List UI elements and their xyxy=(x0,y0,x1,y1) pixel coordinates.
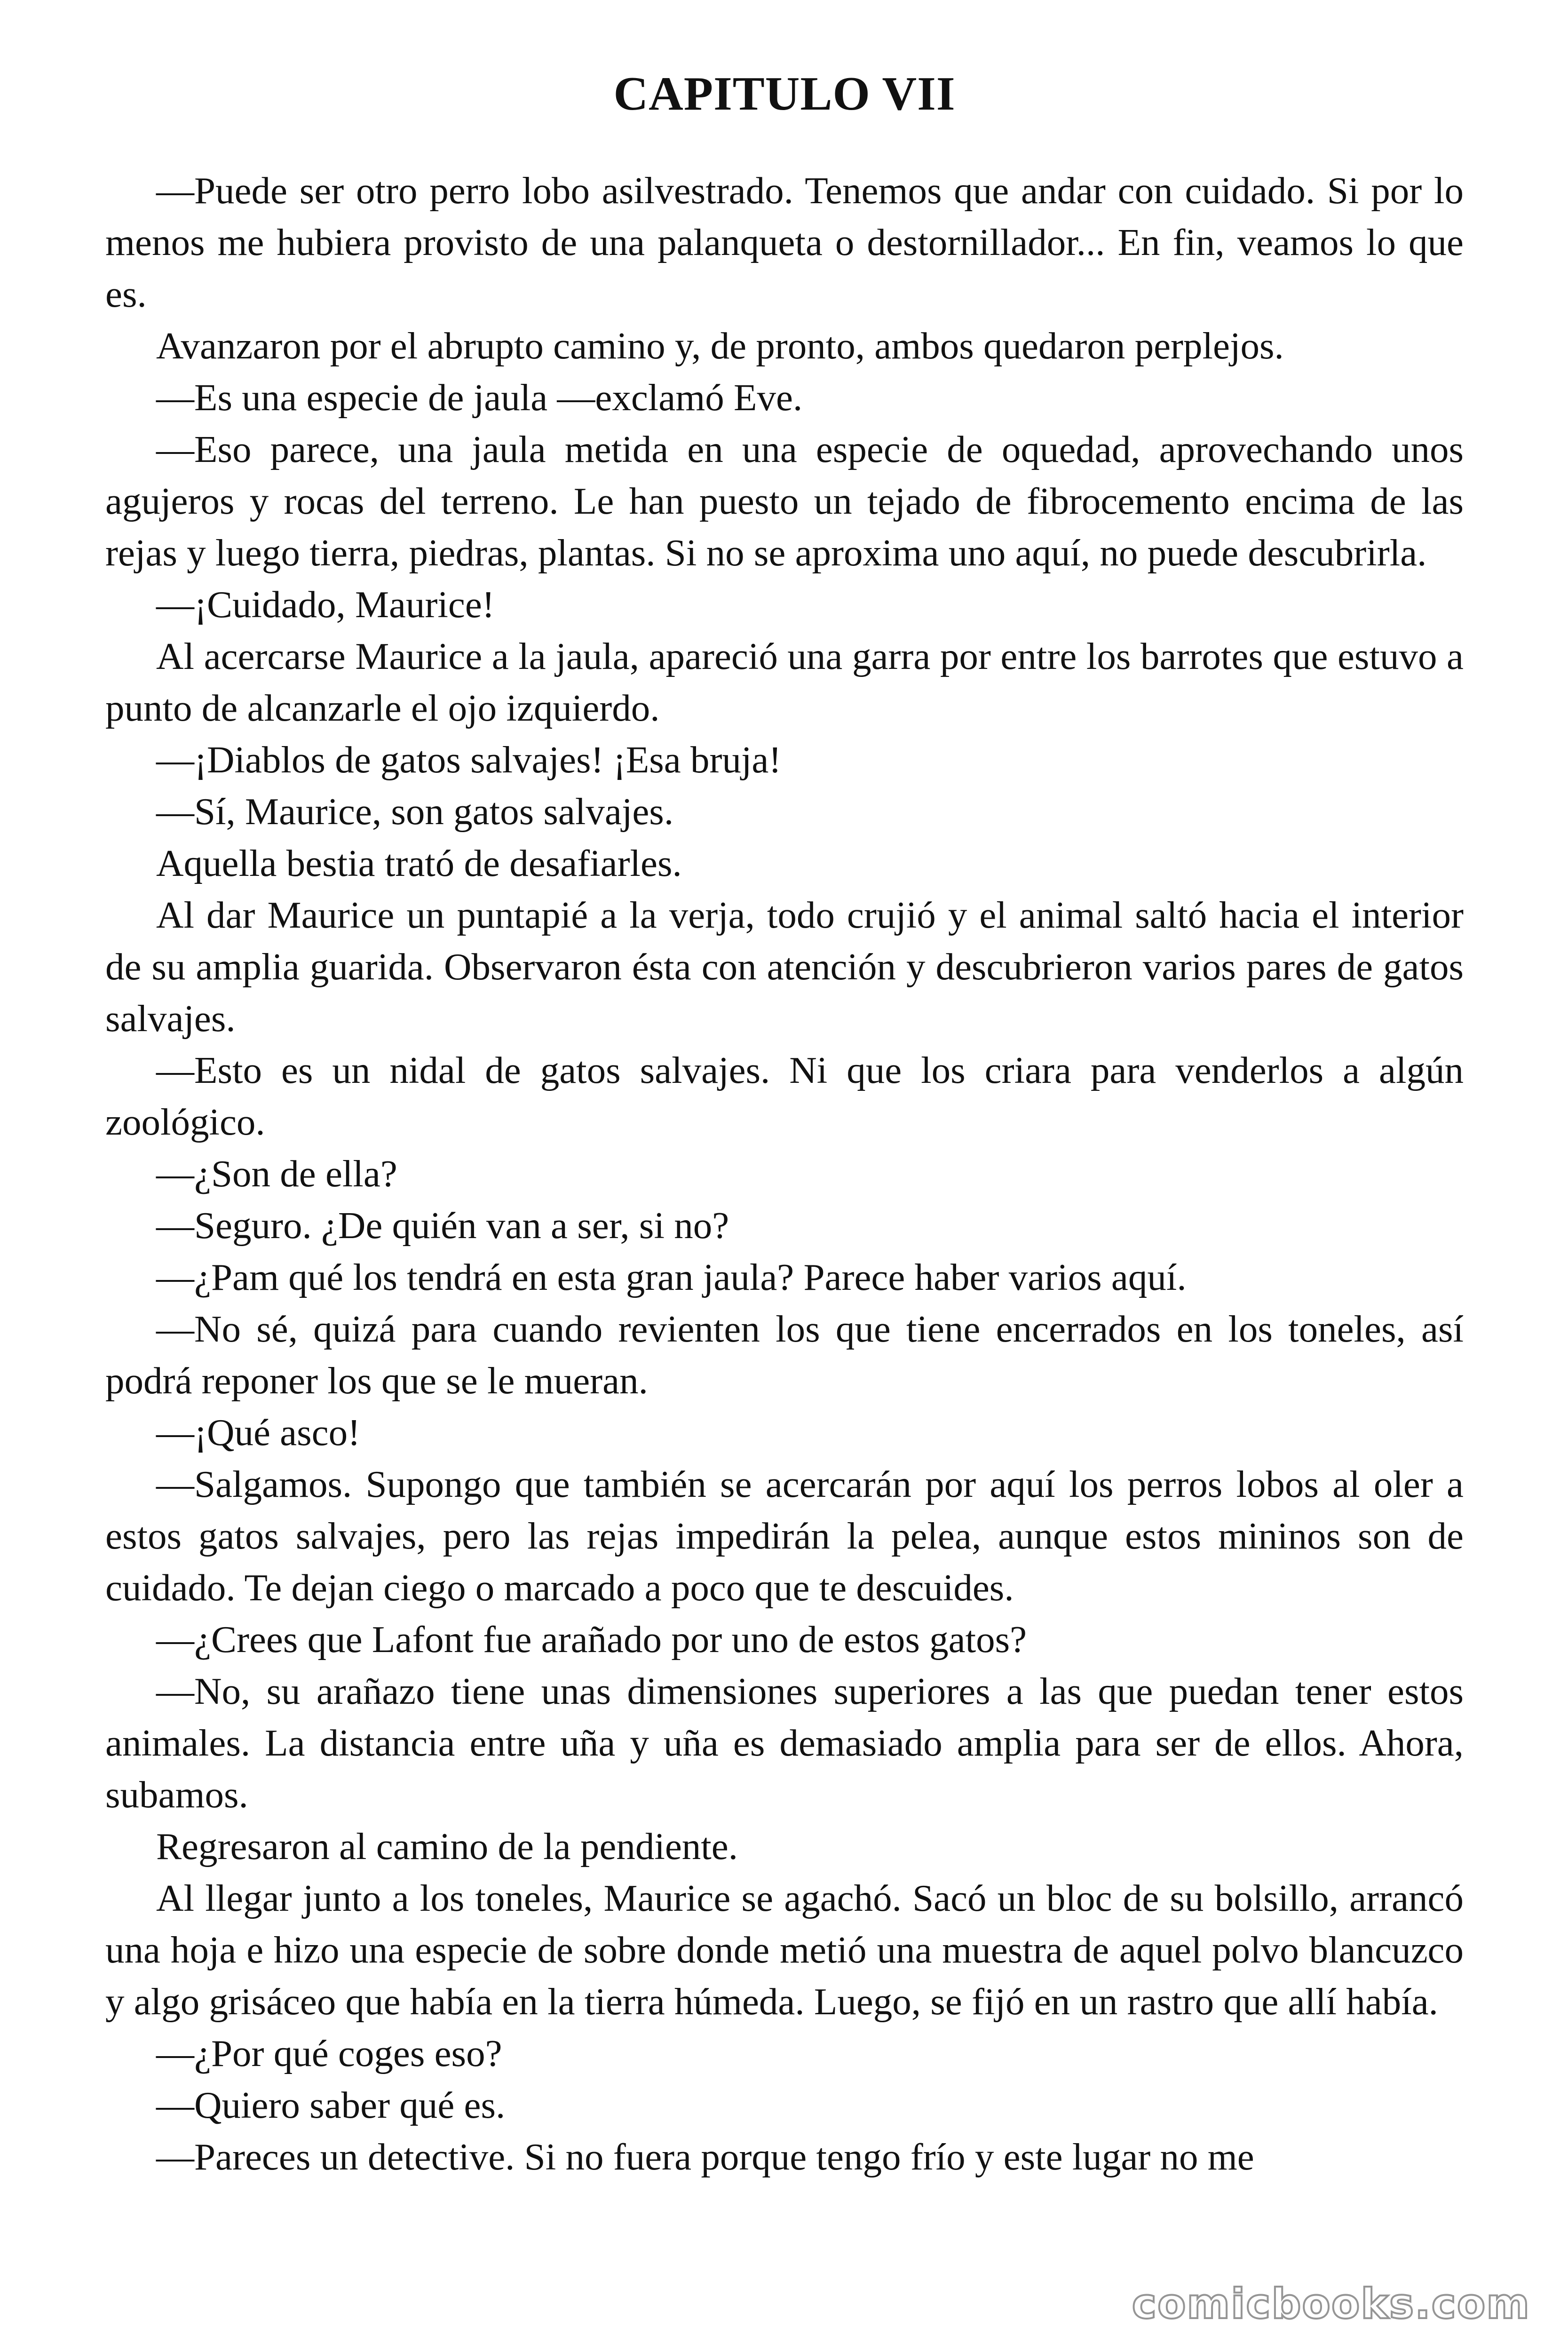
paragraph-15: —No sé, quizá para cuando revienten los que tiene encerrados en los toneles, así podrá reponer los que se le mueran. xyxy=(105,1308,1464,1402)
paragraph-9: Aquella bestia trató de desafiarles. xyxy=(156,842,682,884)
paragraph-3: —Es una especie de jaula —exclamó Eve. xyxy=(156,376,803,419)
paragraph-20: Regresaron al camino de la pendiente. xyxy=(156,1825,738,1867)
paragraph-2: Avanzaron por el abrupto camino y, de pronto, ambos quedaron perplejos. xyxy=(156,325,1284,367)
paragraph-10: Al dar Maurice un puntapié a la verja, todo crujió y el animal saltó hacia el interior de su amplia guarida. Observaron ésta con atención y descubrieron varios pares de gatos salvajes. xyxy=(105,894,1464,1040)
paragraph-12: —¿Son de ella? xyxy=(156,1152,397,1195)
paragraph-13: —Seguro. ¿De quién van a ser, si no? xyxy=(156,1204,729,1247)
paragraph-8: —Sí, Maurice, son gatos salvajes. xyxy=(156,790,674,833)
paragraph-14: —¿Pam qué los tendrá en esta gran jaula? Parece haber varios aquí. xyxy=(156,1256,1187,1298)
paragraph-23: —Quiero saber qué es. xyxy=(156,2084,506,2126)
paragraph-18: —¿Crees que Lafont fue arañado por uno de estos gatos? xyxy=(156,1618,1027,1661)
paragraph-24: —Pareces un detective. Si no fuera porque tengo frío y este lugar no me xyxy=(156,2136,1254,2178)
paragraph-5: —¡Cuidado, Maurice! xyxy=(156,583,495,626)
paragraph-21: Al llegar junto a los toneles, Maurice se agachó. Sacó un bloc de su bolsillo, arrancó una hoja e hizo una especie de sobre donde metió una muestra de aquel polvo blancuzco y algo grisáceo que había en la tierra húmeda. Luego, se fijó en un rastro que allí había. xyxy=(105,1877,1464,2023)
paragraph-7: —¡Diablos de gatos salvajes! ¡Esa bruja! xyxy=(156,739,782,781)
paragraph-19: —No, su arañazo tiene unas dimensiones superiores a las que puedan tener estos animales. La distancia entre uña y uña es demasiado amplia para ser de ellos. Ahora, subamos. xyxy=(105,1670,1464,1816)
paragraph-16: —¡Qué asco! xyxy=(156,1411,361,1454)
chapter-body xyxy=(105,165,1464,2183)
chapter-title: CAPITULO VII xyxy=(613,67,956,120)
paragraph-4: —Eso parece, una jaula metida en una especie de oquedad, aprovechando unos agujeros y rocas del terreno. Le han puesto un tejado de fibrocemento encima de las rejas y luego tierra, piedras, plantas. Si no se aproxima uno aquí, no puede descubrirla. xyxy=(105,428,1464,574)
paragraph-17: —Salgamos. Supongo que también se acercarán por aquí los perros lobos al oler a estos gatos salvajes, pero las rejas impedirán la pelea, aunque estos mininos son de cuidado. Te dejan ciego o marcado a poco que te descuides. xyxy=(105,1463,1464,1609)
site-watermark: comicbooks.com xyxy=(1132,2280,1530,2328)
paragraph-6: Al acercarse Maurice a la jaula, apareció una garra por entre los barrotes que estuvo a punto de alcanzarle el ojo izquierdo. xyxy=(105,635,1464,729)
paragraph-11: —Esto es un nidal de gatos salvajes. Ni que los criara para venderlos a algún zoológico. xyxy=(105,1049,1464,1143)
paragraph-1: —Puede ser otro perro lobo asilvestrado. Tenemos que andar con cuidado. Si por lo menos me hubiera provisto de una palanqueta o destornillador... En fin, veamos lo que es. xyxy=(105,169,1464,315)
paragraph-22: —¿Por qué coges eso? xyxy=(156,2032,502,2074)
